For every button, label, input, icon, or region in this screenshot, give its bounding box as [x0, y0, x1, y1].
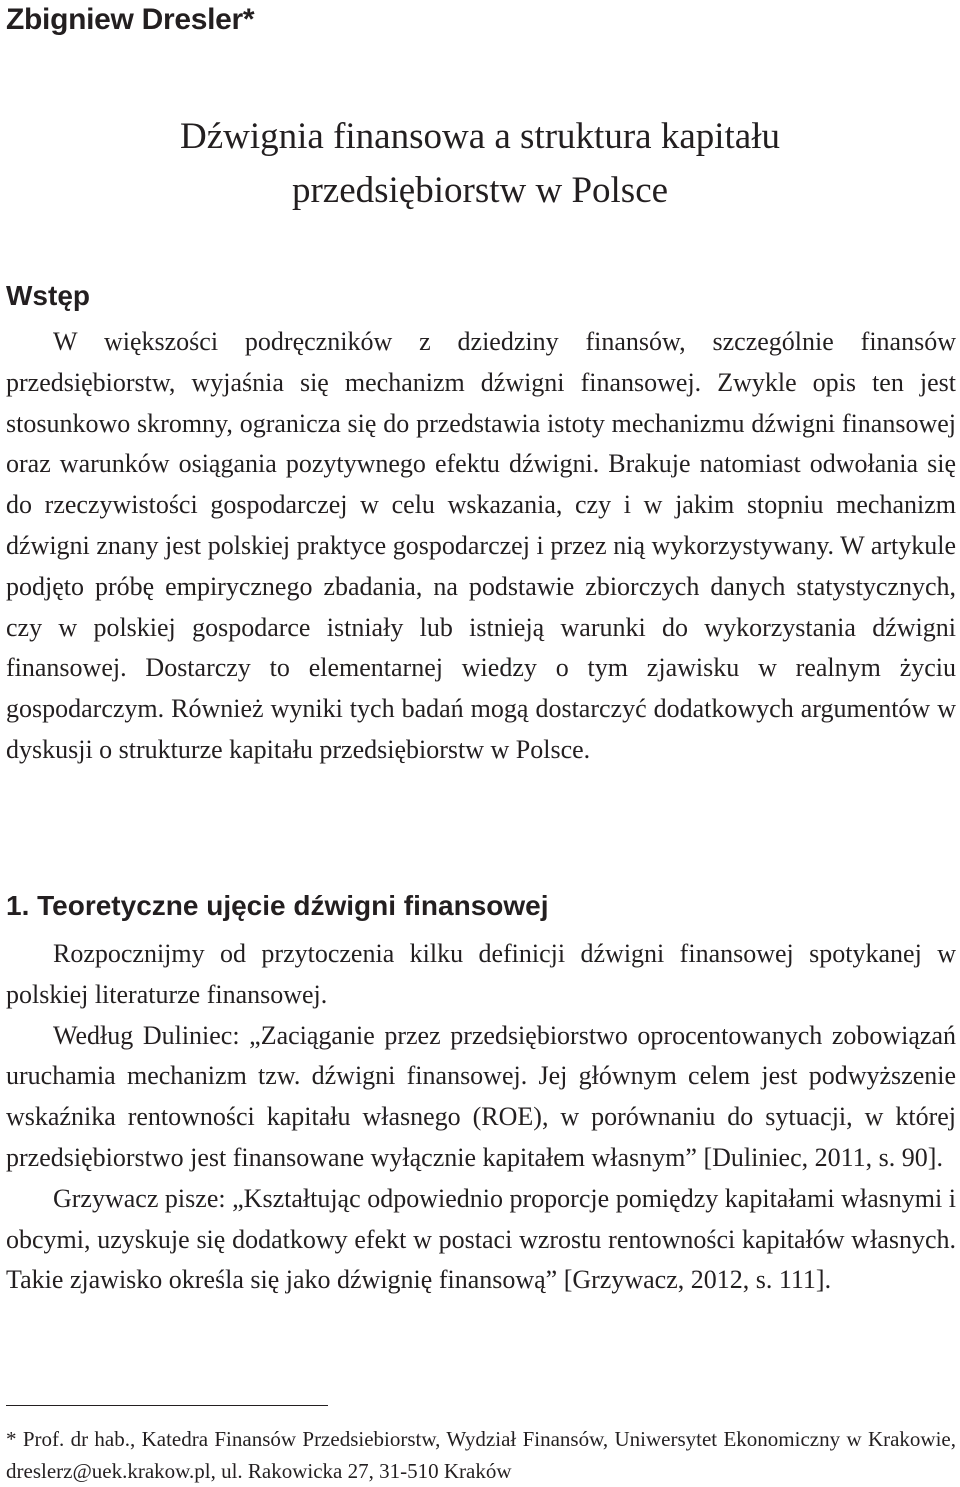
- article-title: [0, 110, 960, 218]
- footnote-divider: [6, 1405, 328, 1406]
- title-line-1: Dźwignia finansowa a struktura kapitału: [179, 116, 781, 157]
- intro-section: [6, 322, 956, 771]
- footnote: * Prof. dr hab., Katedra Finansów Przedsiebiorstw, Wydział Finansów, Uniwersytet Ekonomiczny w Krakowie, dreslerz@uek.krakow.pl, ul. Rakowicka 27, 31-510 Kraków: [6, 1427, 956, 1483]
- intro-paragraph: W większości podręczników z dziedziny finansów, szczególnie finansów przedsiębiorstw, wyjaśnia się mechanizm dźwigni finansowej. Zwykle opis ten jest stosunkowo skromny, ogranicza się do przedstawia istoty mechanizmu dźwigni finansowej oraz warunków osiągania pozytywnego efektu dźwigni. Brakuje natomiast odwołania się do rzeczywistości gospodarczej w celu wskazania, czy i w jakim stopniu mechanizm dźwigni znany jest polskiej praktyce gospodarczej i przez nią wykorzystywany. W artykule podjęto próbę empirycznego zbadania, na podstawie zbiorczych danych statystycznych, czy w polskiej gospodarce istniały lub istnieją warunki do wykorzystania dźwigni finansowej. Dostarczy to elementarnej wiedzy o tym zjawisku w realnym życiu gospodarczym. Również wyniki tych badań mogą dostarczyć dodatkowych argumentów w dyskusji o strukturze kapitału przedsiębiorstw w Polsce.: [6, 327, 956, 764]
- section-1-paragraph-2: Według Duliniec: „Zaciąganie przez przedsiębiorstwo oprocentowanych zobowiązań uruchamia mechanizm tzw. dźwigni finansowej. Jej głównym celem jest podwyższenie wskaźnika rentowności kapitału własnego (ROE), w porównaniu do sytuacji, w której przedsiębiorstwo jest finansowane wyłącznie kapitałem własnym” [Duliniec, 2011, s. 90].: [6, 1020, 956, 1172]
- section-1-paragraph-1: Rozpocznijmy od przytoczenia kilku definicji dźwigni finansowej spotykanej w polskiej literaturze finansowej.: [6, 939, 956, 1009]
- author-name: Zbigniew Dresler*: [6, 3, 255, 36]
- section-1-heading: 1. Teoretyczne ujęcie dźwigni finansowej: [6, 890, 549, 921]
- section-1-paragraph-3: Grzywacz pisze: „Kształtując odpowiednio proporcje pomiędzy kapitałami własnymi i obcymi, uzyskuje się dodatkowy efekt w postaci wzrostu rentowności kapitałów własnych. Takie zjawisko określa się jako dźwignię finansową” [Grzywacz, 2012, s. 111].: [6, 1183, 956, 1295]
- section-1-body: [6, 934, 956, 1301]
- intro-heading: Wstęp: [6, 280, 90, 311]
- title-line-2: przedsiębiorstw w Polsce: [291, 170, 669, 211]
